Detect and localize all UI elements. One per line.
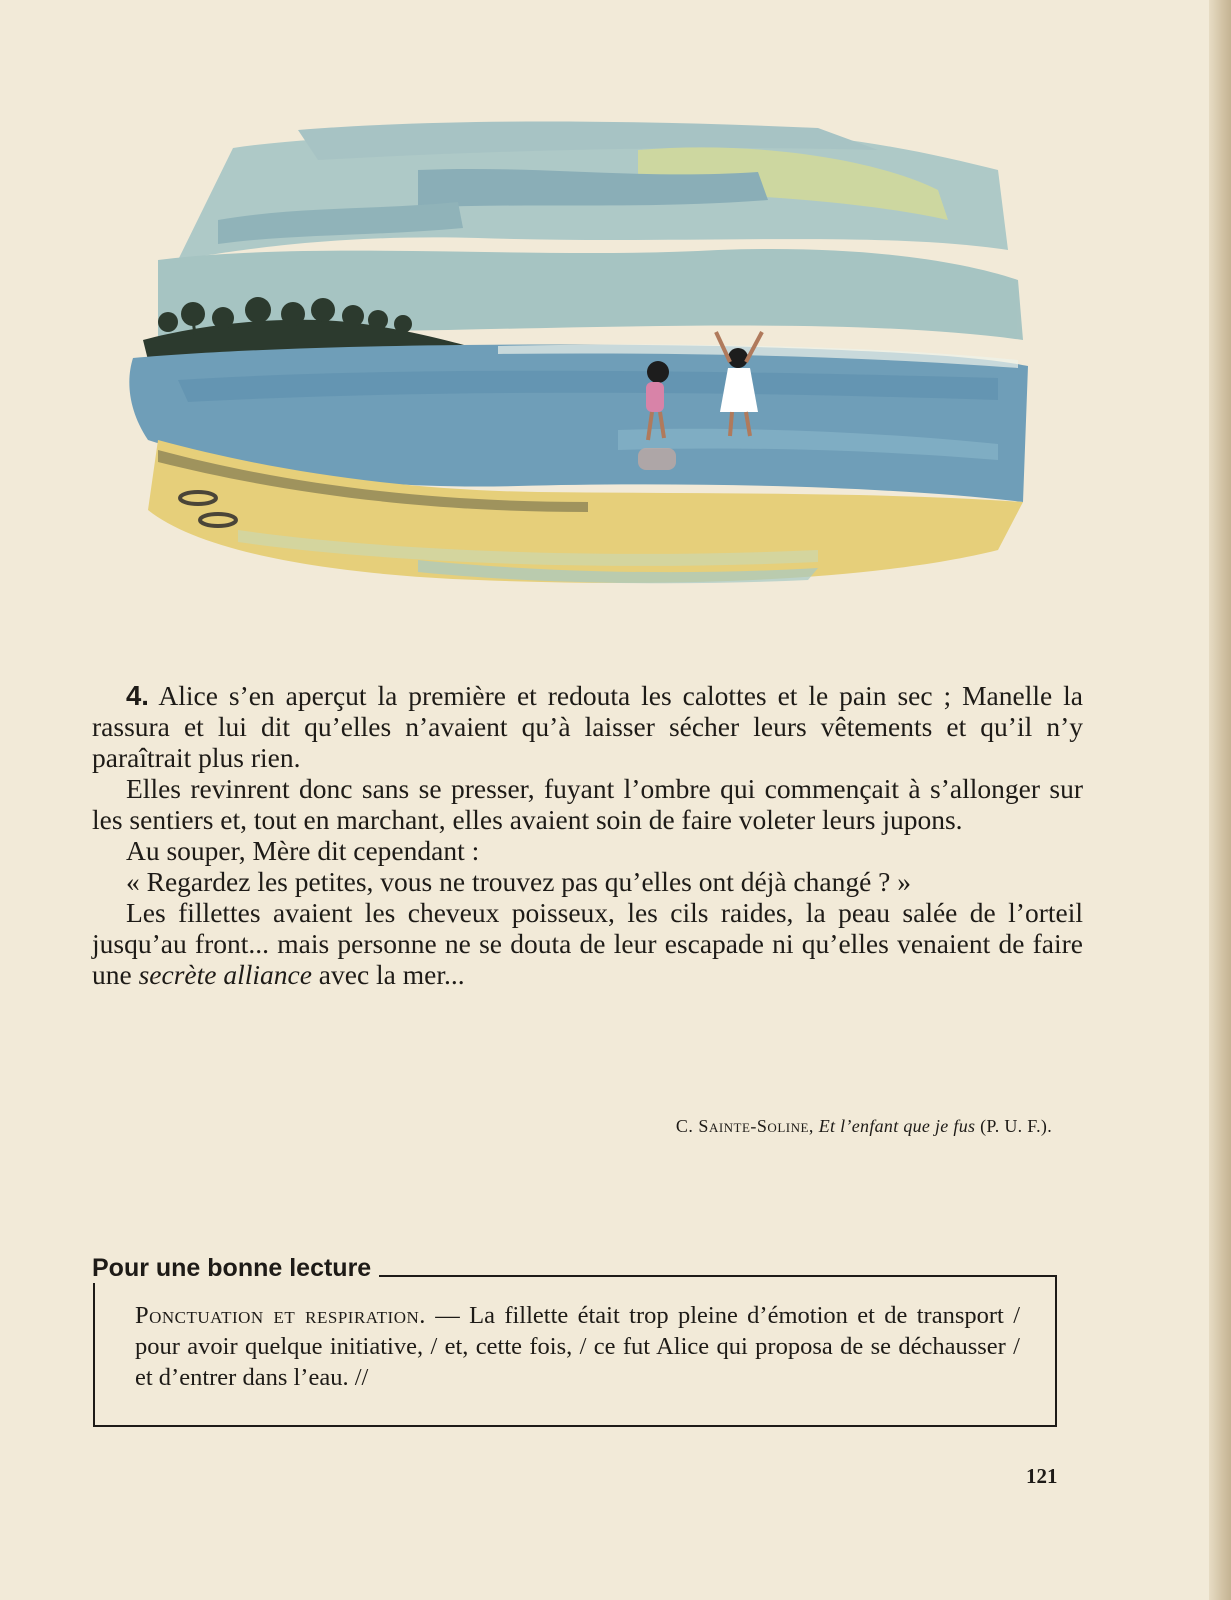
attribution-publisher: (P. U. F.).	[980, 1116, 1052, 1136]
reading-box-label: Ponctuation et respiration.	[135, 1302, 426, 1329]
paragraph-return: Elles revinrent donc sans se presser, fuyant l’ombre qui commençait à s’allonger sur les sentiers et, tout en marchant, elles avaient soin de faire voleter leurs jupons.	[92, 773, 1083, 835]
ending-text-b: avec la mer...	[311, 959, 465, 990]
reading-box-heading: Pour une bonne lecture	[92, 1254, 379, 1283]
attribution-author: C. Sainte-Soline,	[675, 1116, 814, 1136]
reading-box-body: La fillette était trop pleine d’émotion et de transport / pour avoir quelque initiative, / et, cette fois, / ce fut Alice qui proposa de se déchausser / et d’entrer dans l’eau. //	[135, 1302, 1021, 1391]
reading-box-dash: —	[425, 1302, 470, 1329]
beach-illustration	[118, 110, 1038, 590]
paragraph-supper: Au souper, Mère dit cependant :	[126, 835, 480, 866]
page-edge	[1209, 0, 1231, 1600]
paragraph-4	[92, 680, 1083, 773]
attribution-work: Et l’enfant que je fus	[818, 1116, 976, 1136]
paragraph-number: 4.	[126, 680, 149, 711]
paragraph-ending	[92, 897, 1083, 990]
page-number: 121	[1026, 1464, 1058, 1488]
paragraph-quote: « Regardez les petites, vous ne trouvez pas qu’elles ont déjà changé ? »	[126, 866, 911, 897]
story-passage	[92, 680, 1083, 990]
ending-text-a: Les fillettes avaient les cheveux poisseux, les cils raides, la peau salée de l’orteil jusqu’au front... mais personne ne se douta de leur escapade ni qu’elles venaient de faire une	[92, 897, 1083, 990]
ending-emphasis: secrète alliance	[138, 959, 312, 990]
reading-box-text	[135, 1300, 1020, 1393]
source-attribution	[92, 1116, 1052, 1137]
paragraph-4-text: Alice s’en aperçut la première et redouta les calottes et le pain sec ; Manelle la rassura et lui dit qu’elles n’avaient qu’à laisser sécher leurs vêtements et qu’il n’y paraîtrait plus rien.	[92, 680, 1083, 773]
